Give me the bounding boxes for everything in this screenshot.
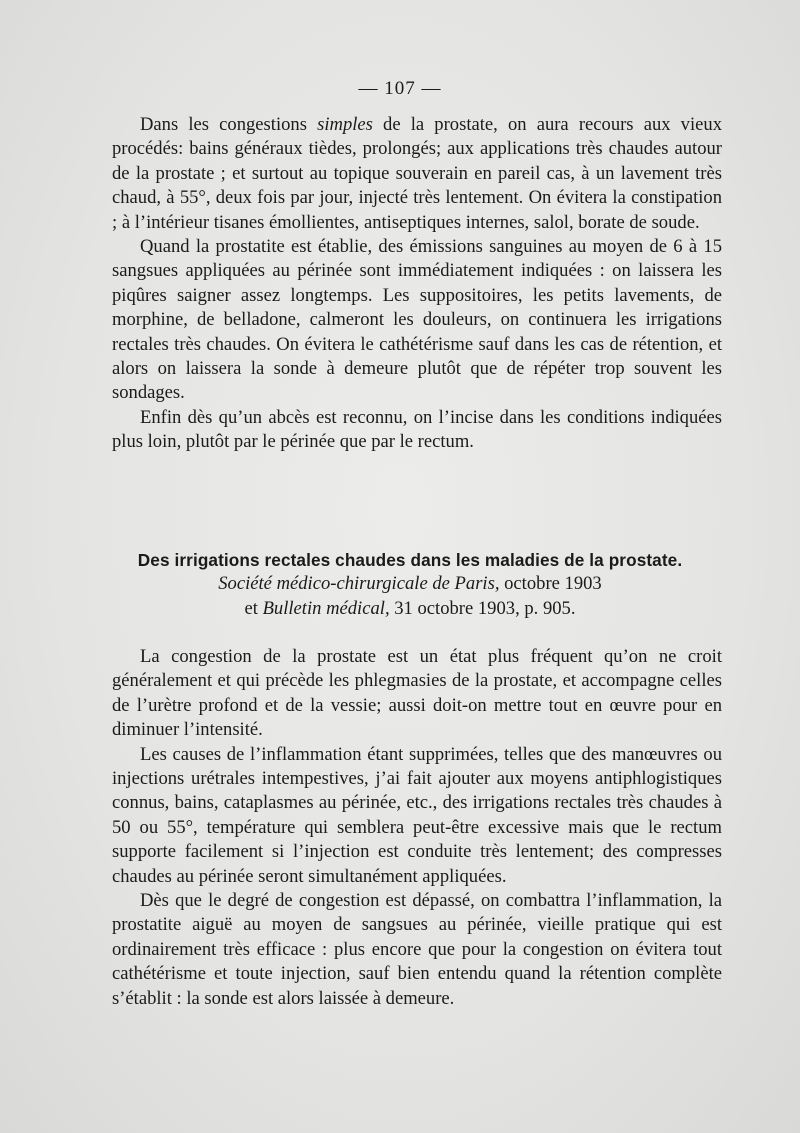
paragraph-text: Dans les congestions [140,114,318,135]
heading-date-1: octobre 1903 [499,573,602,595]
heading-source-line-1 [100,572,720,596]
heading-source-line-2 [100,597,720,621]
heading-bulletin: Bulletin médical, [262,597,390,619]
heading-connector: et [244,597,263,619]
section-treatment-text [112,113,722,455]
section-irrigations-text [112,645,722,1011]
section-heading [100,548,720,621]
heading-date-2: 31 octobre 1903, p. 905. [389,597,576,619]
paragraph-inflammation: Dès que le degré de congestion est dépassé, on combattra l’inflammation, la prostatite aiguë au moyen de sangsues au périnée, vieille pratique qui est ordinairement très efficace : plus encore que pour la congestion on évitera tout cathétérisme et toute injection, sauf bien entendu quand la rétention complète s’établit : la sonde est alors laissée à demeure. [112,890,722,1009]
paragraph-simple-congestion [112,113,722,235]
paragraph-causes: Les causes de l’inflammation étant supprimées, telles que des manœuvres ou injections urétrales intempestives, j’ai fait ajouter aux moyens antiphlogistiques connus, bains, cataplasmes au périnée, etc., des irrigations rectales très chaudes à 50 ou 55°, température qui semblera peut-être excessive mais que le rectum supporte facilement si l’injection est conduite très lentement; des compresses chaudes au périnée seront simultanément appliquées. [112,743,722,887]
paragraph-prostatitis: Quand la prostatite est établie, des émissions sanguines au moyen de 6 à 15 sangsues appliquées au périnée sont immédiatement indiquées : on laissera les piqûres saigner assez longtemps. Les suppositoires, les petits lavements, de morphine, de belladone, calmeront les douleurs, on continuera les irrigations rectales très chaudes. On évitera le cathétérisme sauf dans les cas de rétention, et alors on laissera la sonde à demeure plutôt que de répéter trop souvent les sondages. [112,236,722,404]
heading-society: Société médico-chirurgicale de Paris, [218,573,500,595]
page-number: — 107 — [358,78,442,99]
emphasis-simples: simples [317,114,373,135]
paragraph-abscess: Enfin dès qu’un abcès est reconnu, on l’incise dans les conditions indiquées plus loin, plutôt par le périnée que par le rectum. [112,406,722,453]
paragraph-text: de la prostate, on aura recours aux vieux procédés: bains généraux tièdes, prolongés; aux applications très chaudes autour de la prostate ; et surtout au topique souverain en pareil cas, à un lavement très chaud, à 55°, deux fois par jour, injecté très lentement. On évitera la constipation ; à l’intérieur tisanes émollientes, antiseptiques internes, salol, borate de soude. [112,114,722,233]
heading-title: Des irrigations rectales chaudes dans les maladies de la prostate. [137,550,683,570]
paragraph-congestion: La congestion de la prostate est un état plus fréquent qu’on ne croit généralement et qui précède les phlegmasies de la prostate, et accompagne celles de l’urètre profond et de la vessie; aussi doit-on mettre tout en œuvre pour en diminuer l’intensité. [112,646,722,741]
